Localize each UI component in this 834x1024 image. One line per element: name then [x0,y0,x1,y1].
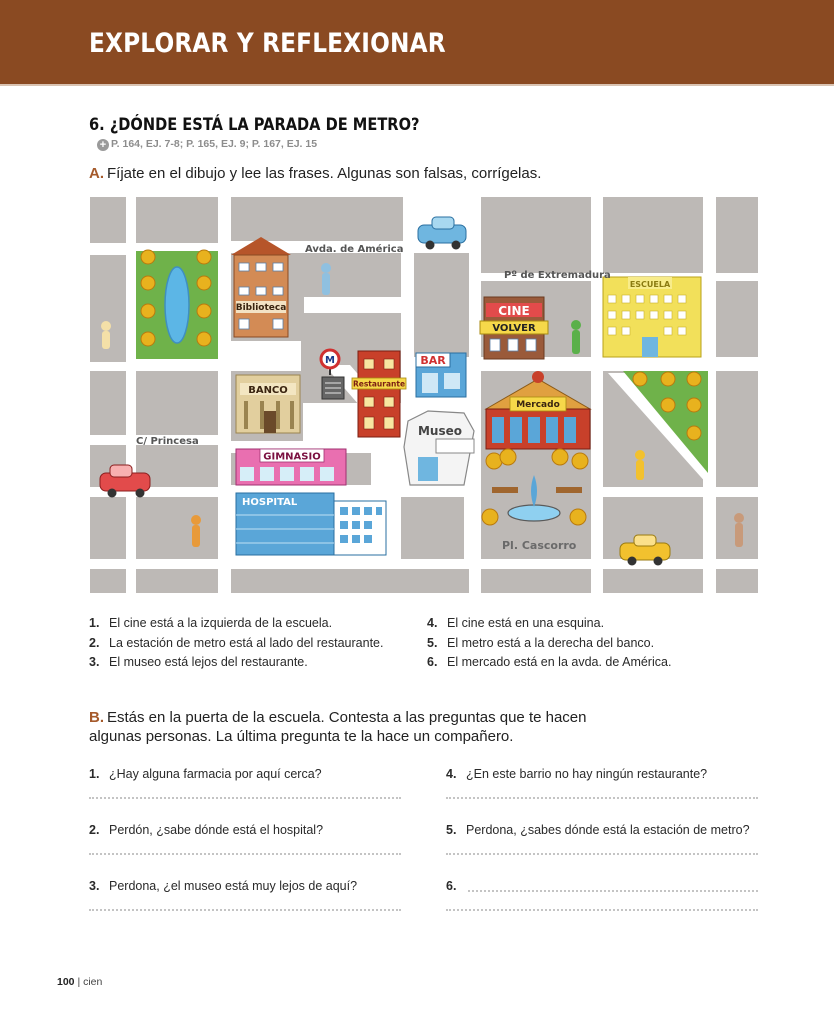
label-biblioteca: Biblioteca [235,303,287,313]
label-cine: CINE [498,304,530,318]
gym-building [236,449,346,485]
label-escuela: ESCUELA [629,280,671,289]
label-museo: Museo [417,424,463,438]
school-building [603,277,701,357]
label-calle-princesa: C/ Princesa [136,436,199,447]
page-footer: 100 | cien [57,976,103,988]
museum-building [404,411,474,485]
exercise-title: 6. ¿DÓNDE ESTÁ LA PARADA DE METRO? [89,115,420,135]
exercise-references [97,138,317,151]
label-banco: BANCO [248,385,288,396]
part-a-instruction [89,165,541,182]
statements-right [427,614,671,673]
label-volver: VOLVER [492,323,536,334]
label-gimnasio: GIMNASIO [263,451,321,463]
question-2: 2. Perdón, ¿sabe dónde está el hospital? [89,823,324,837]
references-text: P. 164, EJ. 7-8; P. 165, EJ. 9; P. 167, EJ. 15 [111,138,318,150]
answer-line-6[interactable] [446,909,758,911]
chapter-title: EXPLORAR Y REFLEXIONAR [89,28,446,59]
label-metro: M [325,355,335,366]
statement-item: 4. El cine está en una esquina. [427,616,605,630]
label-avda-america: Avda. de América [305,244,404,255]
question-1: 1. ¿Hay alguna farmacia por aquí cerca? [89,767,322,781]
chapter-banner [0,0,834,86]
part-a-text: Fíjate en el dibujo y lee las frases. Algunas son falsas, corrígelas. [107,165,542,182]
answer-line-3[interactable] [89,909,401,911]
cinema-building [480,297,548,359]
hospital-building [236,493,386,555]
label-bar: BAR [420,354,446,367]
question-3: 3. Perdona, ¿el museo está muy lejos de aquí? [89,879,358,893]
part-b-text-line1: Estás en la puerta de la escuela. Contesta a las preguntas que te hacen [107,709,587,726]
part-b-instruction-line2: algunas personas. La última pregunta te la hace un compañero. [89,728,514,745]
page-number: 100 [57,976,75,988]
answer-line-2[interactable] [89,853,401,855]
restaurant-building [352,351,406,437]
pond [165,267,189,343]
plus-icon: + [97,139,109,151]
label-mercado: Mercado [516,400,560,410]
answer-line-1[interactable] [89,797,401,799]
library-building [231,237,291,337]
statements-left [89,614,383,673]
statement-item: 1. El cine está a la izquierda de la escuela. [89,616,333,630]
part-b-letter: B. [89,709,104,726]
statement-item: 3. El museo está lejos del restaurante. [89,655,308,669]
page-number-word: cien [83,976,103,988]
label-hospital: HOSPITAL [242,497,298,508]
label-plaza-cascorro: Pl. Cascorro [502,539,577,552]
label-restaurante: Restaurante [352,379,406,389]
question-6: 6. [446,879,457,893]
part-b-instruction [89,709,587,726]
statement-item: 5. El metro está a la derecha del banco. [427,635,655,650]
answer-line-5[interactable] [446,853,758,855]
label-paseo-extremadura: Pº de Extremadura [504,270,611,281]
statement-item: 2. La estación de metro está al lado del restaurante. [89,635,384,650]
bank-building [236,375,300,433]
question-5: 5. Perdona, ¿sabes dónde está la estación de metro? [446,823,750,837]
question-6-write-line[interactable] [468,890,758,892]
bar-building [416,353,466,397]
part-a-letter: A. [89,165,104,182]
question-4: 4. ¿En este barrio no hay ningún restaurante? [446,767,708,781]
answer-line-4[interactable] [446,797,758,799]
neighborhood-map [88,195,760,595]
statement-item: 6. El mercado está en la avda. de América. [427,655,672,669]
